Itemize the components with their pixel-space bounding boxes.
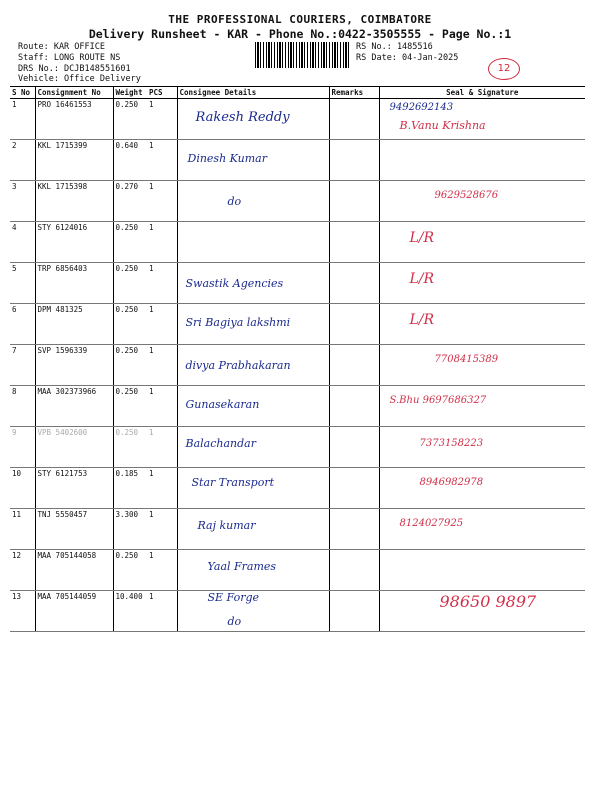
row-consignee <box>177 591 329 632</box>
row-weight: 10.400 <box>113 591 147 632</box>
row-signature <box>379 550 585 591</box>
rs-date-text: RS Date: 04-Jan-2025 <box>356 53 459 63</box>
table-row <box>10 386 585 427</box>
row-consignment: KKL 1715399 <box>35 140 113 181</box>
row-signature <box>379 345 585 386</box>
col-weight: Weight <box>113 87 147 99</box>
row-weight: 0.250 <box>113 386 147 427</box>
rs-no-text: RS No.: 1485516 <box>356 42 433 52</box>
row-signature <box>379 222 585 263</box>
consignee-handwriting: Rakesh Reddy <box>195 110 290 125</box>
row-sno: 9 <box>10 427 35 468</box>
row-remarks <box>329 263 379 304</box>
row-consignment: STY 6121753 <box>35 468 113 509</box>
col-consignment: Consignment No <box>35 87 113 99</box>
table-row <box>10 509 585 550</box>
col-sno: S No <box>10 87 35 99</box>
consignee-handwriting: Dinesh Kumar <box>187 152 267 165</box>
row-weight: 0.185 <box>113 468 147 509</box>
table-row <box>10 591 585 632</box>
table-header-row <box>10 87 585 99</box>
row-pcs: 1 <box>147 181 177 222</box>
consignee-handwriting: divya Prabhakaran <box>185 359 291 372</box>
row-pcs: 1 <box>147 591 177 632</box>
signature-handwriting: 98650 9897 <box>439 592 537 611</box>
table-row <box>10 468 585 509</box>
runsheet-subtitle: Delivery Runsheet - KAR - Phone No.:0422-3505555 - Page No.:1 <box>88 27 512 41</box>
runsheet-table <box>10 86 585 632</box>
row-pcs: 1 <box>147 386 177 427</box>
signature-handwriting: 8124027925 <box>399 518 464 529</box>
row-weight: 0.270 <box>113 181 147 222</box>
row-remarks <box>329 345 379 386</box>
row-weight: 0.250 <box>113 550 147 591</box>
row-pcs: 1 <box>147 468 177 509</box>
table-row <box>10 427 585 468</box>
consignee-handwriting: Star Transport <box>191 476 274 489</box>
row-signature <box>379 386 585 427</box>
table-row <box>10 222 585 263</box>
table-row <box>10 99 585 140</box>
row-remarks <box>329 386 379 427</box>
row-signature <box>379 181 585 222</box>
row-consignment: MAA 705144058 <box>35 550 113 591</box>
row-remarks <box>329 550 379 591</box>
signature-handwriting: L/R <box>409 230 435 246</box>
row-sno: 5 <box>10 263 35 304</box>
row-consignment: PRO 16461553 <box>35 99 113 140</box>
row-pcs: 1 <box>147 345 177 386</box>
row-pcs: 1 <box>147 222 177 263</box>
row-consignee <box>177 140 329 181</box>
table-row <box>10 140 585 181</box>
row-consignment: VPB 5402600 <box>35 427 113 468</box>
row-consignee <box>177 263 329 304</box>
row-remarks <box>329 509 379 550</box>
row-remarks <box>329 304 379 345</box>
row-weight: 3.300 <box>113 509 147 550</box>
signature-handwriting: 9492692143 <box>389 102 454 113</box>
runsheet-title: THE PROFESSIONAL COURIERS, COIMBATORE <box>168 13 432 26</box>
row-sno: 11 <box>10 509 35 550</box>
table-row <box>10 304 585 345</box>
row-weight: 0.250 <box>113 304 147 345</box>
row-consignee <box>177 345 329 386</box>
row-sno: 4 <box>10 222 35 263</box>
row-weight: 0.250 <box>113 222 147 263</box>
barcode-image <box>255 42 349 68</box>
row-pcs: 1 <box>147 263 177 304</box>
table-row <box>10 181 585 222</box>
row-consignment: TNJ 5550457 <box>35 509 113 550</box>
row-remarks <box>329 591 379 632</box>
row-consignee <box>177 99 329 140</box>
row-sno: 10 <box>10 468 35 509</box>
consignee-handwriting: Gunasekaran <box>185 398 260 411</box>
row-signature <box>379 304 585 345</box>
row-sno: 8 <box>10 386 35 427</box>
row-pcs: 1 <box>147 99 177 140</box>
staff-text: Staff: LONG ROUTE NS <box>18 53 121 63</box>
drs-text: DRS No.: DCJB148551601 <box>18 64 131 74</box>
col-consignee: Consignee Details <box>177 87 329 99</box>
row-sno: 3 <box>10 181 35 222</box>
row-pcs: 1 <box>147 550 177 591</box>
row-consignment: MAA 302373966 <box>35 386 113 427</box>
table-row <box>10 550 585 591</box>
row-sno: 7 <box>10 345 35 386</box>
consignee-handwriting: Yaal Frames <box>207 560 277 573</box>
route-text: Route: KAR OFFICE <box>18 42 105 52</box>
row-signature <box>379 509 585 550</box>
row-signature <box>379 427 585 468</box>
col-pcs: PCS <box>147 87 177 99</box>
row-consignment: MAA 705144059 <box>35 591 113 632</box>
consignee-handwriting: Raj kumar <box>197 519 256 532</box>
consignee-handwriting: Sri Bagiya lakshmi <box>185 316 291 329</box>
row-remarks <box>329 427 379 468</box>
row-consignee <box>177 427 329 468</box>
row-signature <box>379 263 585 304</box>
row-pcs: 1 <box>147 427 177 468</box>
row-consignee <box>177 550 329 591</box>
page-count-circle: 12 <box>488 58 520 80</box>
row-consignment: STY 6124016 <box>35 222 113 263</box>
row-weight: 0.250 <box>113 345 147 386</box>
signature-handwriting: L/R <box>409 312 435 328</box>
row-sno: 6 <box>10 304 35 345</box>
signature-handwriting: 7373158223 <box>419 438 484 449</box>
row-sno: 12 <box>10 550 35 591</box>
row-consignee <box>177 509 329 550</box>
row-consignee <box>177 386 329 427</box>
signature-handwriting: 9629528676 <box>434 190 499 201</box>
row-remarks <box>329 181 379 222</box>
row-consignee <box>177 181 329 222</box>
col-remarks: Remarks <box>329 87 379 99</box>
row-consignee <box>177 468 329 509</box>
col-signature: Seal & Signature <box>379 87 585 99</box>
row-remarks <box>329 468 379 509</box>
row-consignee <box>177 304 329 345</box>
vehicle-text: Vehicle: Office Delivery <box>18 74 141 84</box>
row-sno: 2 <box>10 140 35 181</box>
signature-handwriting: 8946982978 <box>419 477 484 488</box>
row-weight: 0.640 <box>113 140 147 181</box>
ditto-handwriting: do <box>227 615 242 628</box>
row-signature <box>379 140 585 181</box>
row-consignment: SVP 1596339 <box>35 345 113 386</box>
row-weight: 0.250 <box>113 263 147 304</box>
consignee-handwriting: do <box>227 195 242 208</box>
row-sno: 13 <box>10 591 35 632</box>
row-signature <box>379 468 585 509</box>
row-pcs: 1 <box>147 509 177 550</box>
row-signature <box>379 99 585 140</box>
row-remarks <box>329 140 379 181</box>
row-consignment: TRP 6856403 <box>35 263 113 304</box>
consignee-handwriting: Balachandar <box>185 437 256 450</box>
row-sno: 1 <box>10 99 35 140</box>
row-consignment: KKL 1715398 <box>35 181 113 222</box>
row-weight: 0.250 <box>113 427 147 468</box>
signature-handwriting: S.Bhu 9697686327 <box>389 395 487 406</box>
table-row <box>10 345 585 386</box>
signature-handwriting: L/R <box>409 271 435 287</box>
row-remarks <box>329 222 379 263</box>
row-signature <box>379 591 585 632</box>
row-consignment: DPM 481325 <box>35 304 113 345</box>
signature-handwriting: 7708415389 <box>434 354 499 365</box>
table-row <box>10 263 585 304</box>
row-weight: 0.250 <box>113 99 147 140</box>
consignee-handwriting: Swastik Agencies <box>185 277 284 290</box>
row-consignee <box>177 222 329 263</box>
row-pcs: 1 <box>147 304 177 345</box>
row-remarks <box>329 99 379 140</box>
row-pcs: 1 <box>147 140 177 181</box>
signature-name-handwriting: B.Vanu Krishna <box>399 119 486 132</box>
consignee-handwriting: SE Forge <box>207 591 260 604</box>
